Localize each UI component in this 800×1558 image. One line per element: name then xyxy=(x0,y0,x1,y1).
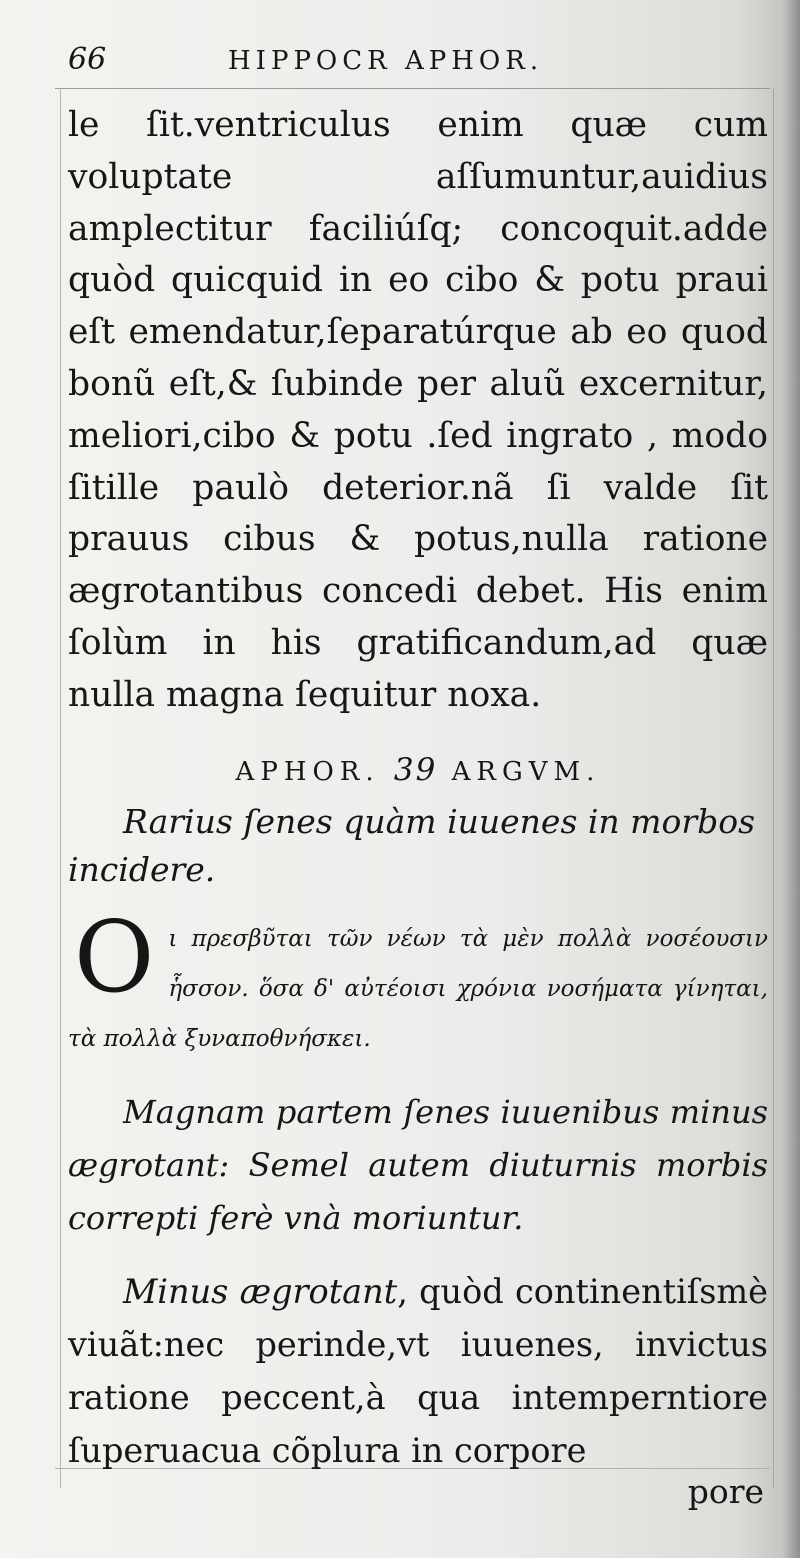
argum-label: ARGVM. xyxy=(451,756,601,787)
left-rule xyxy=(60,88,61,1488)
page-number: 66 xyxy=(68,42,107,77)
page-edge-shadow xyxy=(782,0,800,1558)
commentary-paragraph xyxy=(68,1265,768,1477)
latin-translation: Magnam partem ſenes iuuenibus minus ægrotant: Semel autem diuturnis morbis correpti ferè vnà moriuntur. xyxy=(68,1092,768,1237)
aphorism-label: APHOR. xyxy=(235,756,380,787)
top-rule xyxy=(55,88,770,89)
page-header xyxy=(68,42,768,82)
catchword: pore xyxy=(687,1472,764,1511)
drop-cap: O xyxy=(74,900,155,1015)
greek-text: ι πρεσβῦται τῶν νέων τὰ μὲν πολλὰ νοσέουσιν ἧσσον. ὅσα δ' αὐτέοισι χρόνια νοσήματα γίνηται, τὰ πολλὰ ξυναποθνήσκει. xyxy=(68,925,768,1052)
commentary-text: , quòd continentiſsmè viuãt:nec perinde,vt iuuenes, invictus ratione peccent,à qua intemperntiore ſuperuacua cõplura in corpore xyxy=(68,1271,768,1470)
running-head: HIPPOCR APHOR. xyxy=(228,46,544,76)
right-rule xyxy=(773,88,774,1488)
commentary-lead: Minus ægrotant xyxy=(123,1271,398,1311)
page-body xyxy=(68,100,768,1477)
aphorism-heading xyxy=(68,752,768,788)
aphorism-argument: Rarius ſenes quàm iuuenes in morbos incidere. xyxy=(68,801,756,889)
greek-aphorism xyxy=(68,900,768,1064)
continued-paragraph: le ſit.ventriculus enim quæ cum voluptate aſſumuntur,auidius amplectitur faciliúſq; concoquit.adde quòd quicquid in eo cibo & potu praui eſt emendatur,ſeparatúrque ab eo quod bonũ eſt,& ſubinde per aluũ excernitur, meliori,cibo & potu .ſed ingrato , modo ſitille paulò deterior.nã ſi valde ſit prauus cibus & potus,nulla ratione ægrotantibus concedi debet. His enim ſolùm in his gratificandum,ad quæ nulla magna ſequitur noxa. xyxy=(68,105,768,715)
aphorism-number: 39 xyxy=(393,751,438,788)
